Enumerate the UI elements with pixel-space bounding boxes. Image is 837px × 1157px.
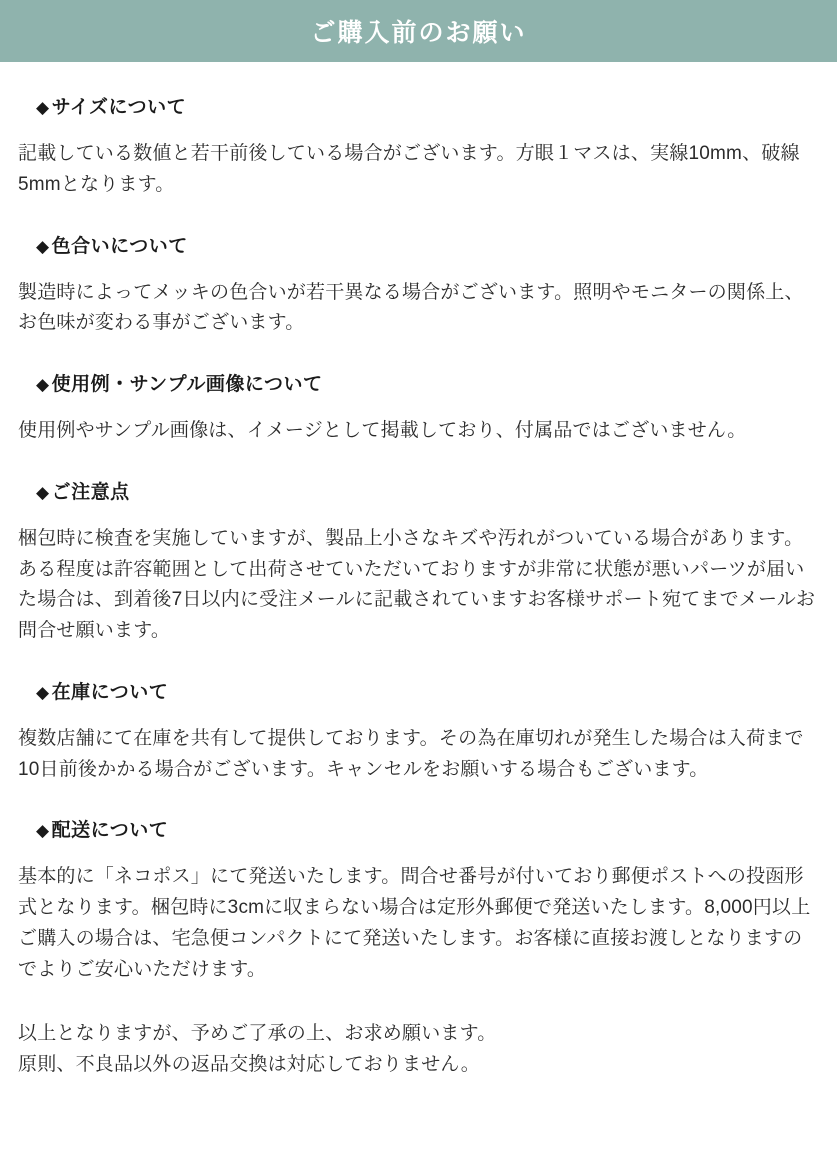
diamond-icon: ◆ (36, 375, 50, 395)
section-heading-notes-label: ご注意点 (51, 481, 130, 503)
section-color (18, 231, 819, 340)
section-size (18, 92, 819, 201)
section-heading-color (36, 231, 819, 258)
content-area (0, 92, 837, 1081)
closing-line-1: 以上となりますが、予めご了承の上、お求め願います。 (18, 1023, 497, 1045)
diamond-icon: ◆ (36, 482, 50, 502)
section-heading-sample-images (36, 369, 819, 396)
section-heading-stock (36, 677, 819, 704)
section-heading-size (36, 92, 819, 119)
section-heading-sample-images-label: 使用例・サンプル画像について (51, 374, 323, 396)
section-notes (18, 477, 819, 647)
section-body-stock: 複数店舗にて在庫を共有して提供しております。その為在庫切れが発生した場合は入荷まで10日前後かかる場合がございます。キャンセルをお願いする場合もございます。 (18, 727, 804, 780)
diamond-icon: ◆ (36, 236, 50, 256)
section-stock (18, 677, 819, 786)
section-heading-color-label: 色合いについて (51, 235, 188, 257)
diamond-icon: ◆ (36, 682, 50, 702)
section-body-size: 記載している数値と若干前後している場合がございます。方眼１マスは、実線10mm、破線5mmとなります。 (18, 143, 800, 195)
section-body-color: 製造時によってメッキの色合いが若干異なる場合がございます。照明やモニターの関係上、お色味が変わる事がございます。 (18, 281, 804, 334)
section-heading-size-label: サイズについて (51, 97, 187, 118)
page-title: ご購入前のお願い (310, 19, 527, 47)
diamond-icon: ◆ (36, 98, 50, 117)
section-sample-images (18, 369, 819, 447)
header-band (0, 0, 837, 62)
closing-line-2: 原則、不良品以外の返品交換は対応しておりません。 (18, 1054, 480, 1076)
section-heading-notes (36, 477, 819, 504)
section-heading-shipping (36, 815, 819, 842)
section-body-sample-images: 使用例やサンプル画像は、イメージとして掲載しており、付属品ではございません。 (18, 420, 747, 442)
section-heading-stock-label: 在庫について (51, 681, 169, 703)
section-heading-shipping-label: 配送について (51, 820, 169, 842)
section-body-shipping: 基本的に「ネコポス」にて発送いたします。問合せ番号が付いており郵便ポストへの投函形式となります。梱包時に3cmに収まらない場合は定形外郵便で発送いたします。8,000円以上ご購入の場合は、宅急便コンパクトにて発送いたします。お客様に直接お渡しとなりますのでよりご安心いただけます。 (18, 866, 811, 980)
diamond-icon: ◆ (36, 821, 50, 841)
section-shipping (18, 815, 819, 985)
closing-note (18, 1019, 819, 1081)
section-body-notes: 梱包時に検査を実施していますが、製品上小さなキズや汚れがついている場合があります。ある程度は許容範囲として出荷させていただいておりますが非常に状態が悪いパーツが届いた場合は、到着後7日以内に受注メールに記載されていますお客様サポート宛てまでメールお問合せ願います。 (18, 527, 816, 642)
